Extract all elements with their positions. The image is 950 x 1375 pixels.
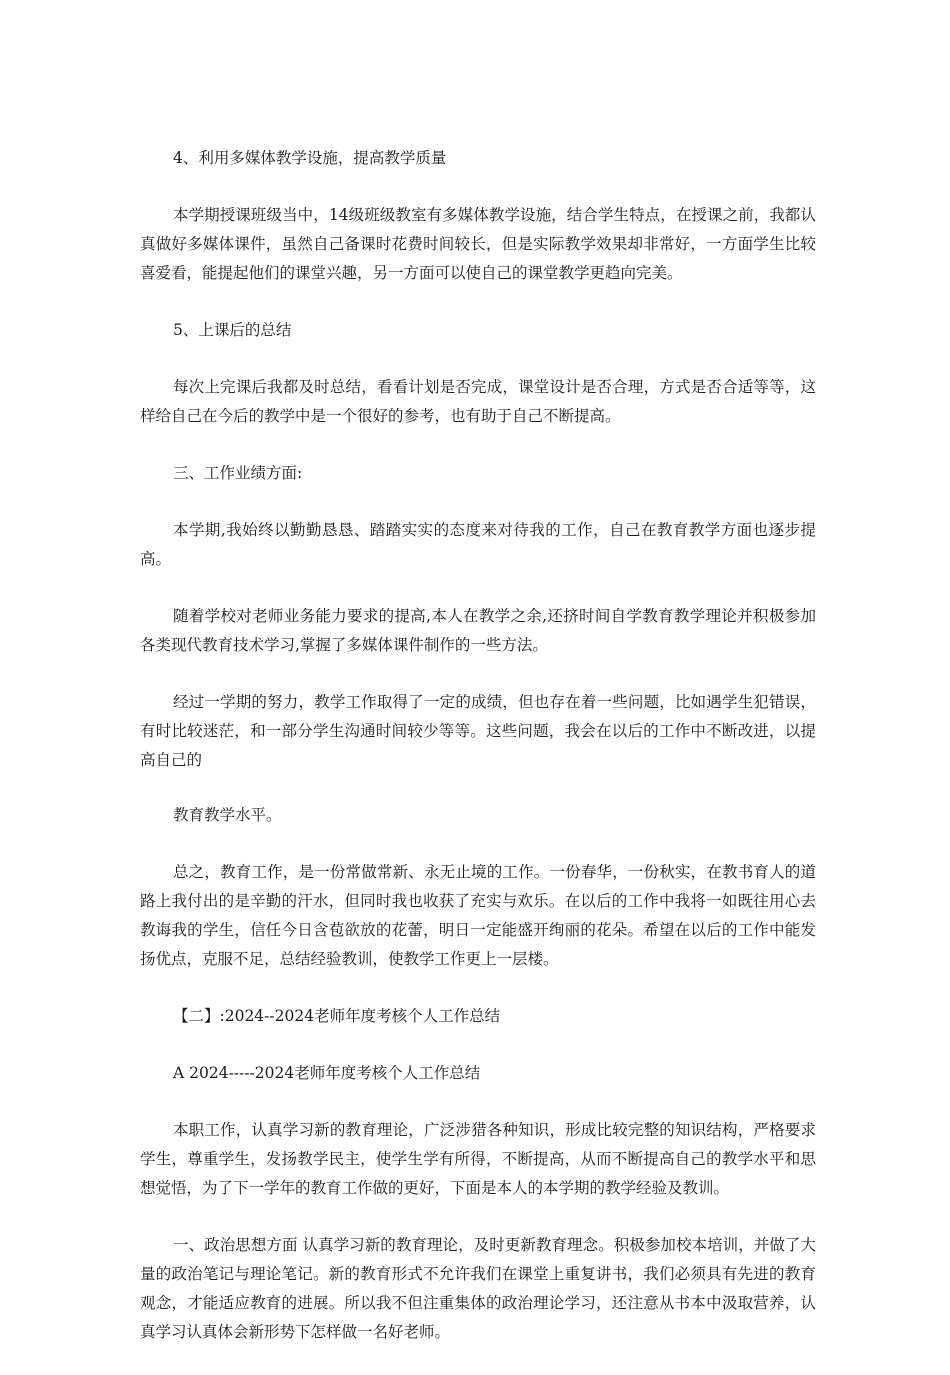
paragraph-teaching-level: 教育教学水平。 bbox=[173, 806, 282, 824]
paragraph-duty: 本职工作，认真学习新的教育理论，广泛涉猎各种知识，形成比较完整的知识结构，严格要求学生，尊重学生，发扬教学民主，使学生学有所得，不断提高，从而不断提高自己的教学水平和思想觉悟，为了下一学年的教育工作做的更好，下面是本人的本学期的教学经验及教训。 bbox=[140, 1121, 816, 1197]
heading-summary-after-class: 5、上课后的总结 bbox=[173, 321, 292, 339]
subtitle-annual-review: A 2024-----2024老师年度考核个人工作总结 bbox=[173, 1064, 481, 1082]
paragraph-multimedia: 本学期授课班级当中，14级班级教室有多媒体教学设施，结合学生特点，在授课之前，我都认真做好多媒体课件，虽然自己备课时花费时间较长，但是实际教学效果却非常好，一方面学生比较喜爱看，能提起他们的课堂兴趣，另一方面可以使自己的课堂教学更趋向完美。 bbox=[140, 206, 816, 282]
paragraph-self-study: 随着学校对老师业务能力要求的提高,本人在教学之余,还挤时间自学教育教学理论并积极参加各类现代教育技术学习,掌握了多媒体课件制作的一些方法。 bbox=[140, 607, 816, 654]
paragraph-attitude: 本学期,我始终以勤勤恳恳、踏踏实实的态度来对待我的工作，自己在教育教学方面也逐步提高。 bbox=[140, 521, 816, 568]
paragraph-political-thought: 一、政治思想方面 认真学习新的教育理论，及时更新教育理念。积极参加校本培训，并做了大量的政治笔记与理论笔记。新的教育形式不允许我们在课堂上重复讲书，我们必须具有先进的教育观念，才能适应教育的进展。所以我不但注重集体的政治理论学习，还注意从书本中汲取营养，认真学习认真体会新形势下怎样做一名好老师。 bbox=[140, 1236, 816, 1341]
section-title-two: 【二】:2024--2024老师年度考核个人工作总结 bbox=[173, 1007, 501, 1025]
paragraph-summary-after-class: 每次上完课后我都及时总结，看看计划是否完成，课堂设计是否合理，方式是否合适等等，这样给自己在今后的教学中是一个很好的参考，也有助于自己不断提高。 bbox=[140, 378, 816, 425]
paragraph-achievements: 经过一学期的努力，教学工作取得了一定的成绩，但也存在着一些问题，比如遇学生犯错误，有时比较迷茫，和一部分学生沟通时间较少等等。这些问题，我会在以后的工作中不断改进，以提高自己的 bbox=[140, 693, 816, 769]
heading-multimedia: 4、利用多媒体教学设施，提高教学质量 bbox=[173, 149, 447, 167]
paragraph-conclusion: 总之，教育工作，是一份常做常新、永无止境的工作。一份春华，一份秋实，在教书育人的道路上我付出的是辛勤的汗水，但同时我也收获了充实与欢乐。在以后的工作中我将一如既往用心去教诲我的学生，信任今日含苞欲放的花蕾，明日一定能盛开绚丽的花朵。希望在以后的工作中能发扬优点，克服不足，总结经验教训，使教学工作更上一层楼。 bbox=[140, 863, 816, 968]
heading-work-performance: 三、工作业绩方面: bbox=[173, 464, 303, 482]
document-body bbox=[140, 144, 816, 1375]
